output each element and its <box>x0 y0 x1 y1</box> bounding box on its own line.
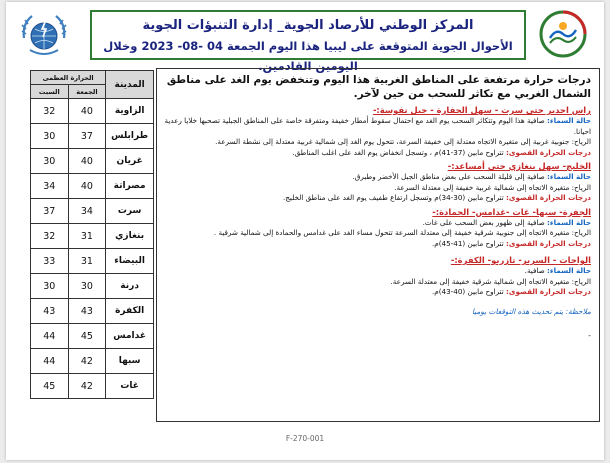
temp-text: تتراوح مابين (37-41)م ، وتسجل انخفاض يوم الغد على اغلب المناطق. <box>292 147 504 157</box>
sky-text: صافية. <box>524 266 545 275</box>
wmo-emblem-icon <box>16 10 72 60</box>
temp-label: درجات الحرارة القصوى: <box>506 193 591 202</box>
form-code: F-270-001 <box>285 434 325 443</box>
city-cell: درنة <box>106 274 154 299</box>
column-header-city: المدينة <box>106 71 154 99</box>
saturday-temp-cell: 33 <box>31 249 69 274</box>
wind-line <box>163 137 591 148</box>
city-cell: بنغازي <box>106 224 154 249</box>
saturday-temp-cell: 37 <box>31 199 69 224</box>
saturday-temp-cell: 43 <box>31 299 69 324</box>
sky-line <box>163 116 591 137</box>
temp-line <box>163 148 591 159</box>
friday-temp-cell: 34 <box>68 199 106 224</box>
city-cell: غات <box>106 374 154 399</box>
saturday-temp-cell: 32 <box>31 224 69 249</box>
table-row <box>31 199 154 224</box>
friday-temp-cell: 40 <box>68 99 106 124</box>
page-subtitle: الأحوال الجوية المتوقعة على ليبيا هذا اليوم الجمعة 04 -08- 2023 وخلال اليومين القادمين. <box>103 39 513 73</box>
sky-text: صافية إلى ظهور بعض السحب على غات. <box>422 217 545 227</box>
region-title-west: راس اجدير حتى سرت - سهل الجفارة - جبل نفوسة:- <box>372 105 591 115</box>
region-title-gulf: الخليج- سهل بنغازي حتى أمساعد:- <box>447 161 591 171</box>
friday-temp-cell: 31 <box>68 224 106 249</box>
temp-line <box>163 193 591 204</box>
table-row <box>31 149 154 174</box>
sky-label: حالة السماء: <box>547 116 591 125</box>
temp-label: درجات الحرارة القصوى: <box>506 147 591 157</box>
friday-temp-cell: 45 <box>68 324 106 349</box>
temp-line <box>163 287 591 298</box>
sky-text: صافية هذا اليوم وتتكاثر السحب يوم الغد مع احتمال سقوط أمطار خفيفة ومتفرقة خاصة على المناطق الجبلية تصحبها خلايا رعدية احيانا. <box>164 116 591 136</box>
saturday-temp-cell: 32 <box>31 99 69 124</box>
table-row <box>31 224 154 249</box>
sky-label: حالة السماء: <box>547 217 591 227</box>
city-cell: غريان <box>106 149 154 174</box>
sky-text: صافية إلى قليلة السحب على بعض مناطق الجبل الأخضر وطبرق. <box>352 172 545 181</box>
temp-text: تتراوح مابين (40-43)م. <box>431 287 504 296</box>
friday-temp-cell: 42 <box>68 374 106 399</box>
wind-label: الرياح: <box>571 228 591 237</box>
friday-temp-cell: 42 <box>68 349 106 374</box>
sky-label: حالة السماء: <box>547 172 591 181</box>
column-header-saturday: السبت <box>31 85 69 99</box>
city-cell: غدامس <box>106 324 154 349</box>
city-cell: طرابلس <box>106 124 154 149</box>
city-cell: مصراتة <box>106 174 154 199</box>
table-row <box>31 374 154 399</box>
table-row <box>31 249 154 274</box>
friday-temp-cell: 40 <box>68 174 106 199</box>
wind-text: جنوبية غربية إلى متغيرة الاتجاه معتدلة إلى خفيفة السرعة، تتحول يوم الغد إلى شمالية غربية معتدلة إلى نشطة السرعة. <box>215 137 570 146</box>
update-note: ملاحظة: يتم تحديث هذه التوقعات يوميا <box>471 306 591 316</box>
table-row <box>31 124 154 149</box>
city-cell: سبها <box>106 349 154 374</box>
table-row <box>31 299 154 324</box>
saturday-temp-cell: 44 <box>31 349 69 374</box>
region-title-south: الجفرة- سبها- غات -غدامس- الحمادة:- <box>432 206 591 217</box>
temp-label: درجات الحرارة القصوى: <box>506 238 591 248</box>
wind-text: متغيرة الاتجاه إلى شمالية غربية خفيفة إلى معتدلة السرعة. <box>394 182 570 192</box>
saturday-temp-cell: 30 <box>31 149 69 174</box>
temp-text: تتراوح مابين (30-34)م وتسجل ارتفاع طفيف يوم الغد على مناطق الخليج. <box>282 193 504 202</box>
saturday-temp-cell: 34 <box>31 174 69 199</box>
friday-temp-cell: 43 <box>68 299 106 324</box>
city-cell: البيضاء <box>106 249 154 274</box>
header-box <box>90 10 526 73</box>
wind-line <box>163 277 591 288</box>
forecast-intro: درجات حرارة مرتفعة على المناطق الغربية هذا اليوم وتنخفض يوم الغد على مناطق الشمال الغربي مع تكاثر للسحب من حين لآخر. <box>166 74 591 100</box>
wind-line <box>163 183 591 194</box>
forecast-text-box <box>156 68 600 422</box>
table-row <box>31 174 154 199</box>
wind-line <box>163 228 591 239</box>
city-cell: الزاوية <box>106 99 154 124</box>
saturday-temp-cell: 44 <box>31 324 69 349</box>
wind-label: الرياح: <box>571 137 591 146</box>
dash-mark: - <box>588 330 591 340</box>
document-page <box>6 2 604 460</box>
region-title-oases: الواحات - السرير- تازربو- الكفرة:- <box>450 255 591 265</box>
sky-label: حالة السماء: <box>547 266 591 275</box>
column-header-max-temp: الحرارة العظمى <box>31 71 106 85</box>
sky-line <box>163 218 591 229</box>
sky-line <box>163 172 591 183</box>
table-row <box>31 324 154 349</box>
friday-temp-cell: 30 <box>68 274 106 299</box>
wind-text: متغيرة الاتجاه إلى جنوبية شرقية خفيفة إلى معتدلة السرعة تتحول مساء الغد على غدامس والحمادة إلى شمالية شرقية . <box>213 228 570 237</box>
temperature-table <box>30 70 154 399</box>
friday-temp-cell: 31 <box>68 249 106 274</box>
city-cell: الكفرة <box>106 299 154 324</box>
temp-label: درجات الحرارة القصوى: <box>506 287 591 296</box>
friday-temp-cell: 37 <box>68 124 106 149</box>
table-row <box>31 349 154 374</box>
friday-temp-cell: 40 <box>68 149 106 174</box>
wind-text: متغيرة الاتجاه إلى شمالية شرقية خفيفة إلى معتدلة السرعة. <box>390 276 570 286</box>
wind-label: الرياح: <box>571 276 591 286</box>
saturday-temp-cell: 45 <box>31 374 69 399</box>
sky-line <box>163 266 591 277</box>
column-header-friday: الجمعة <box>68 85 106 99</box>
wind-label: الرياح: <box>571 182 591 192</box>
saturday-temp-cell: 30 <box>31 124 69 149</box>
ncm-logo-icon <box>538 8 588 60</box>
page-title: المركز الوطني للأرصاد الجوية_ إدارة التنبؤات الجوية <box>142 18 474 33</box>
city-cell: سرت <box>106 199 154 224</box>
saturday-temp-cell: 30 <box>31 274 69 299</box>
table-row <box>31 99 154 124</box>
temp-line <box>163 239 591 250</box>
temp-text: تتراوح مابين (41-45)م. <box>431 238 504 248</box>
table-row <box>31 274 154 299</box>
